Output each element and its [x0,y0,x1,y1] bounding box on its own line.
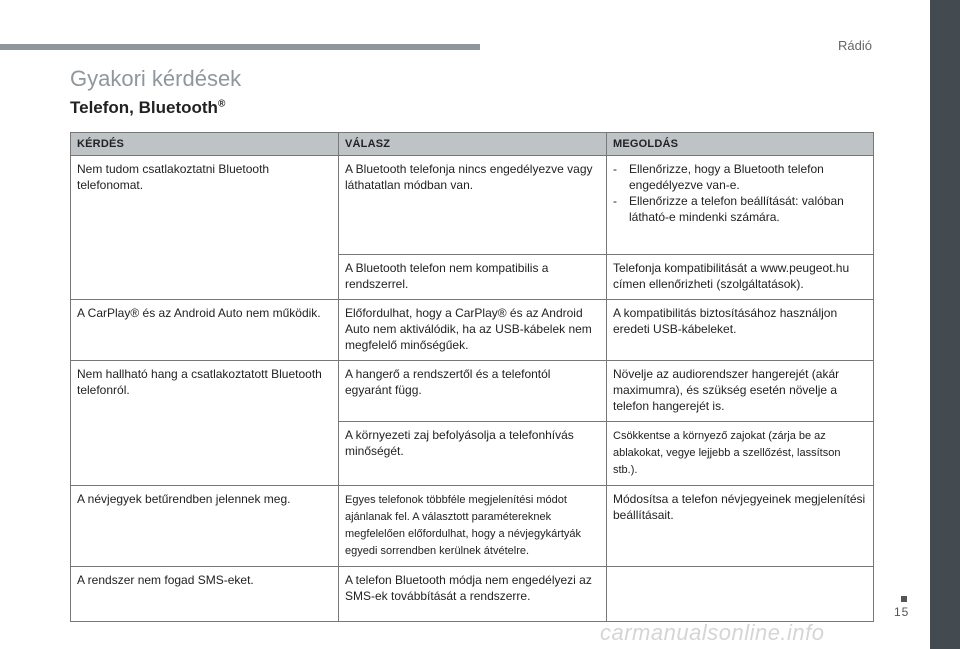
solution-text: Csökkentse a környező zajokat (zárja be az ablakokat, vegye lejjebb a szellőzést, lassítson stb.). [613,430,841,476]
table-row [71,361,874,422]
table-row [71,255,874,300]
question-cell: A rendszer nem fogad SMS-eket. [71,567,339,622]
page-title: Gyakori kérdések [70,66,242,91]
table-header-row [71,133,874,156]
answer-cell: Előfordulhat, hogy a CarPlay® és az Android Auto nem aktiválódik, ha az USB-kábelek nem megfelelő minőségűek. [339,300,607,361]
column-header-question: KÉRDÉS [71,133,339,156]
solution-cell: Növelje az audiorendszer hangerejét (akár maximumra), és szükség esetén növelje a telefon hangerejét is. [607,361,874,422]
column-header-solution: MEGOLDÁS [607,133,874,156]
answer-cell: A hangerő a rendszertől és a telefontól egyaránt függ. [339,361,607,422]
table-row [71,156,874,255]
section-label: Rádió [838,38,872,53]
faq-table [70,132,874,622]
solution-item: - Ellenőrizze, hogy a Bluetooth telefon engedélyezve van-e. [613,161,867,193]
question-cell [71,255,339,300]
answer-cell: A környezeti zaj befolyásolja a telefonhívás minőségét. [339,422,607,486]
solution-cell [607,567,874,622]
answer-cell [339,486,607,567]
solution-cell: A kompatibilitás biztosításához használjon eredeti USB-kábeleket. [607,300,874,361]
question-cell: A CarPlay® és az Android Auto nem működik. [71,300,339,361]
solution-list [613,161,867,225]
solution-cell [607,422,874,486]
table-row [71,567,874,622]
page-subtitle [70,98,225,118]
table-row [71,486,874,567]
table-row [71,300,874,361]
watermark: carmanualsonline.info [600,620,825,645]
question-cell: A névjegyek betűrendben jelennek meg. [71,486,339,567]
side-bar [930,0,960,649]
column-header-answer: VÁLASZ [339,133,607,156]
solution-cell: Telefonja kompatibilitását a www.peugeot.hu címen ellenőrizheti (szolgáltatások). [607,255,874,300]
table-row [71,422,874,486]
answer-cell: A Bluetooth telefonja nincs engedélyezve vagy láthatatlan módban van. [339,156,607,255]
registered-mark: ® [217,98,226,110]
question-cell: Nem hallható hang a csatlakoztatott Bluetooth telefonról. [71,361,339,422]
subtitle-text: Telefon, Bluetooth [70,98,218,117]
answer-cell: A Bluetooth telefon nem kompatibilis a rendszerrel. [339,255,607,300]
solution-item: - Ellenőrizze a telefon beállítását: valóban látható-e mindenki számára. [613,193,867,225]
page-marker [901,596,907,602]
page-number: 15 [894,605,910,619]
answer-text: Egyes telefonok többféle megjelenítési módot ajánlanak fel. A választott paramétereknek megfelelően előfordulhat, hogy a névjegykártyák egyedi sorrendben kerülnek átvételre. [345,494,582,557]
top-rule [0,44,480,50]
solution-cell [607,156,874,255]
solution-cell: Módosítsa a telefon névjegyeinek megjelenítési beállításait. [607,486,874,567]
question-cell [71,422,339,486]
question-cell: Nem tudom csatlakoztatni Bluetooth telefonomat. [71,156,339,255]
answer-cell: A telefon Bluetooth módja nem engedélyezi az SMS-ek továbbítását a rendszerre. [339,567,607,622]
